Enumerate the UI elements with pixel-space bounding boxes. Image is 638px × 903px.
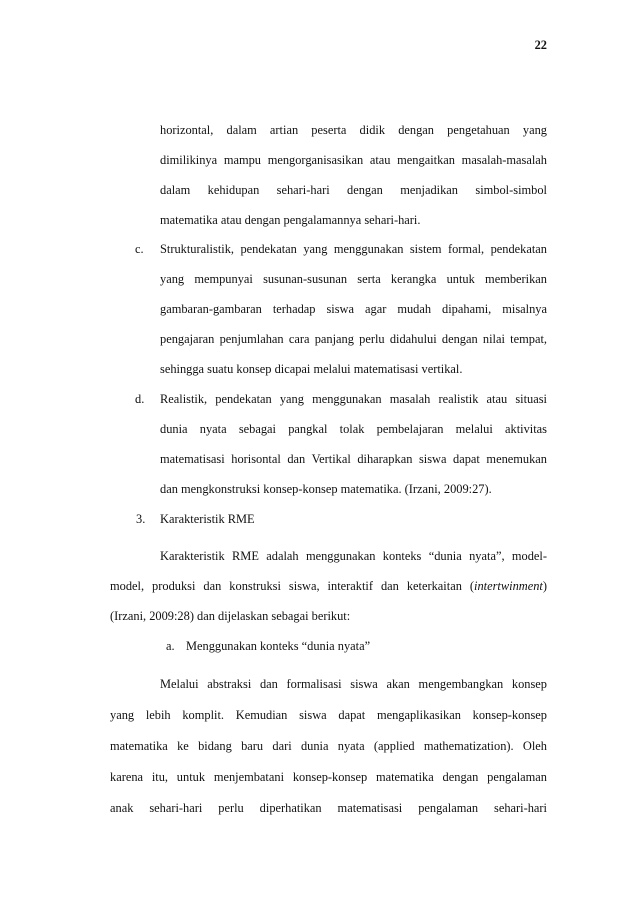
list-marker-d: d. <box>135 392 145 406</box>
text-line: Strukturalistik, pendekatan yang menggunakan sistem formal, pendekatan <box>160 242 547 256</box>
text-line: sehingga suatu konsep dicapai melalui matematisasi vertikal. <box>160 362 463 376</box>
section-number: 3. <box>136 512 146 526</box>
paragraph-line: karena itu, untuk menjembatani konsep-konsep matematika dengan pengalaman <box>110 770 547 784</box>
paragraph-line: Karakteristik RME adalah menggunakan konteks “dunia nyata”, model- <box>160 549 547 563</box>
list-marker-c: c. <box>135 242 144 256</box>
subsection-title: Menggunakan konteks “dunia nyata” <box>186 639 371 653</box>
paragraph-line: (Irzani, 2009:28) dan dijelaskan sebagai berikut: <box>110 609 351 623</box>
text-line: matematika atau dengan pengalamannya sehari-hari. <box>160 213 421 227</box>
text-line: matematisasi horisontal dan Vertikal diharapkan siswa dapat menemukan <box>160 452 547 466</box>
list-marker-a: a. <box>166 639 175 653</box>
text-line: Realistik, pendekatan yang menggunakan masalah realistik atau situasi <box>160 392 547 406</box>
text-line: pengajaran penjumlahan cara panjang perlu didahului dengan nilai tempat, <box>160 332 547 346</box>
paragraph-line: yang lebih komplit. Kemudian siswa dapat mengaplikasikan konsep-konsep <box>110 708 547 722</box>
text-line: horizontal, dalam artian peserta didik dengan pengetahuan yang <box>160 123 547 137</box>
text-span: model, produksi dan konstruksi siswa, interaktif dan keterkaitan ( <box>110 579 475 593</box>
paragraph-line: matematika ke bidang baru dari dunia nyata (applied mathematization). Oleh <box>110 739 547 753</box>
paragraph-line <box>110 578 547 594</box>
section-title: Karakteristik RME <box>160 512 255 526</box>
text-line: dimilikinya mampu mengorganisasikan atau mengaitkan masalah-masalah <box>160 153 547 167</box>
italic-term: intertwinment <box>474 579 543 593</box>
text-line: dalam kehidupan sehari-hari dengan menjadikan simbol-simbol <box>160 183 547 197</box>
page-number: 22 <box>534 38 547 52</box>
text-line: dan mengkonstruksi konsep-konsep matematika. (Irzani, 2009:27). <box>160 482 492 496</box>
paragraph-line: anak sehari-hari perlu diperhatikan matematisasi pengalaman sehari-hari <box>110 801 547 815</box>
text-line: yang mempunyai susunan-susunan serta kerangka untuk memberikan <box>160 272 547 286</box>
paragraph-line: Melalui abstraksi dan formalisasi siswa akan mengembangkan konsep <box>160 677 547 691</box>
text-line: gambaran-gambaran terhadap siswa agar mudah dipahami, misalnya <box>160 302 547 316</box>
text-span: ) <box>542 579 547 593</box>
text-line: dunia nyata sebagai pangkal tolak pembelajaran melalui aktivitas <box>160 422 547 436</box>
